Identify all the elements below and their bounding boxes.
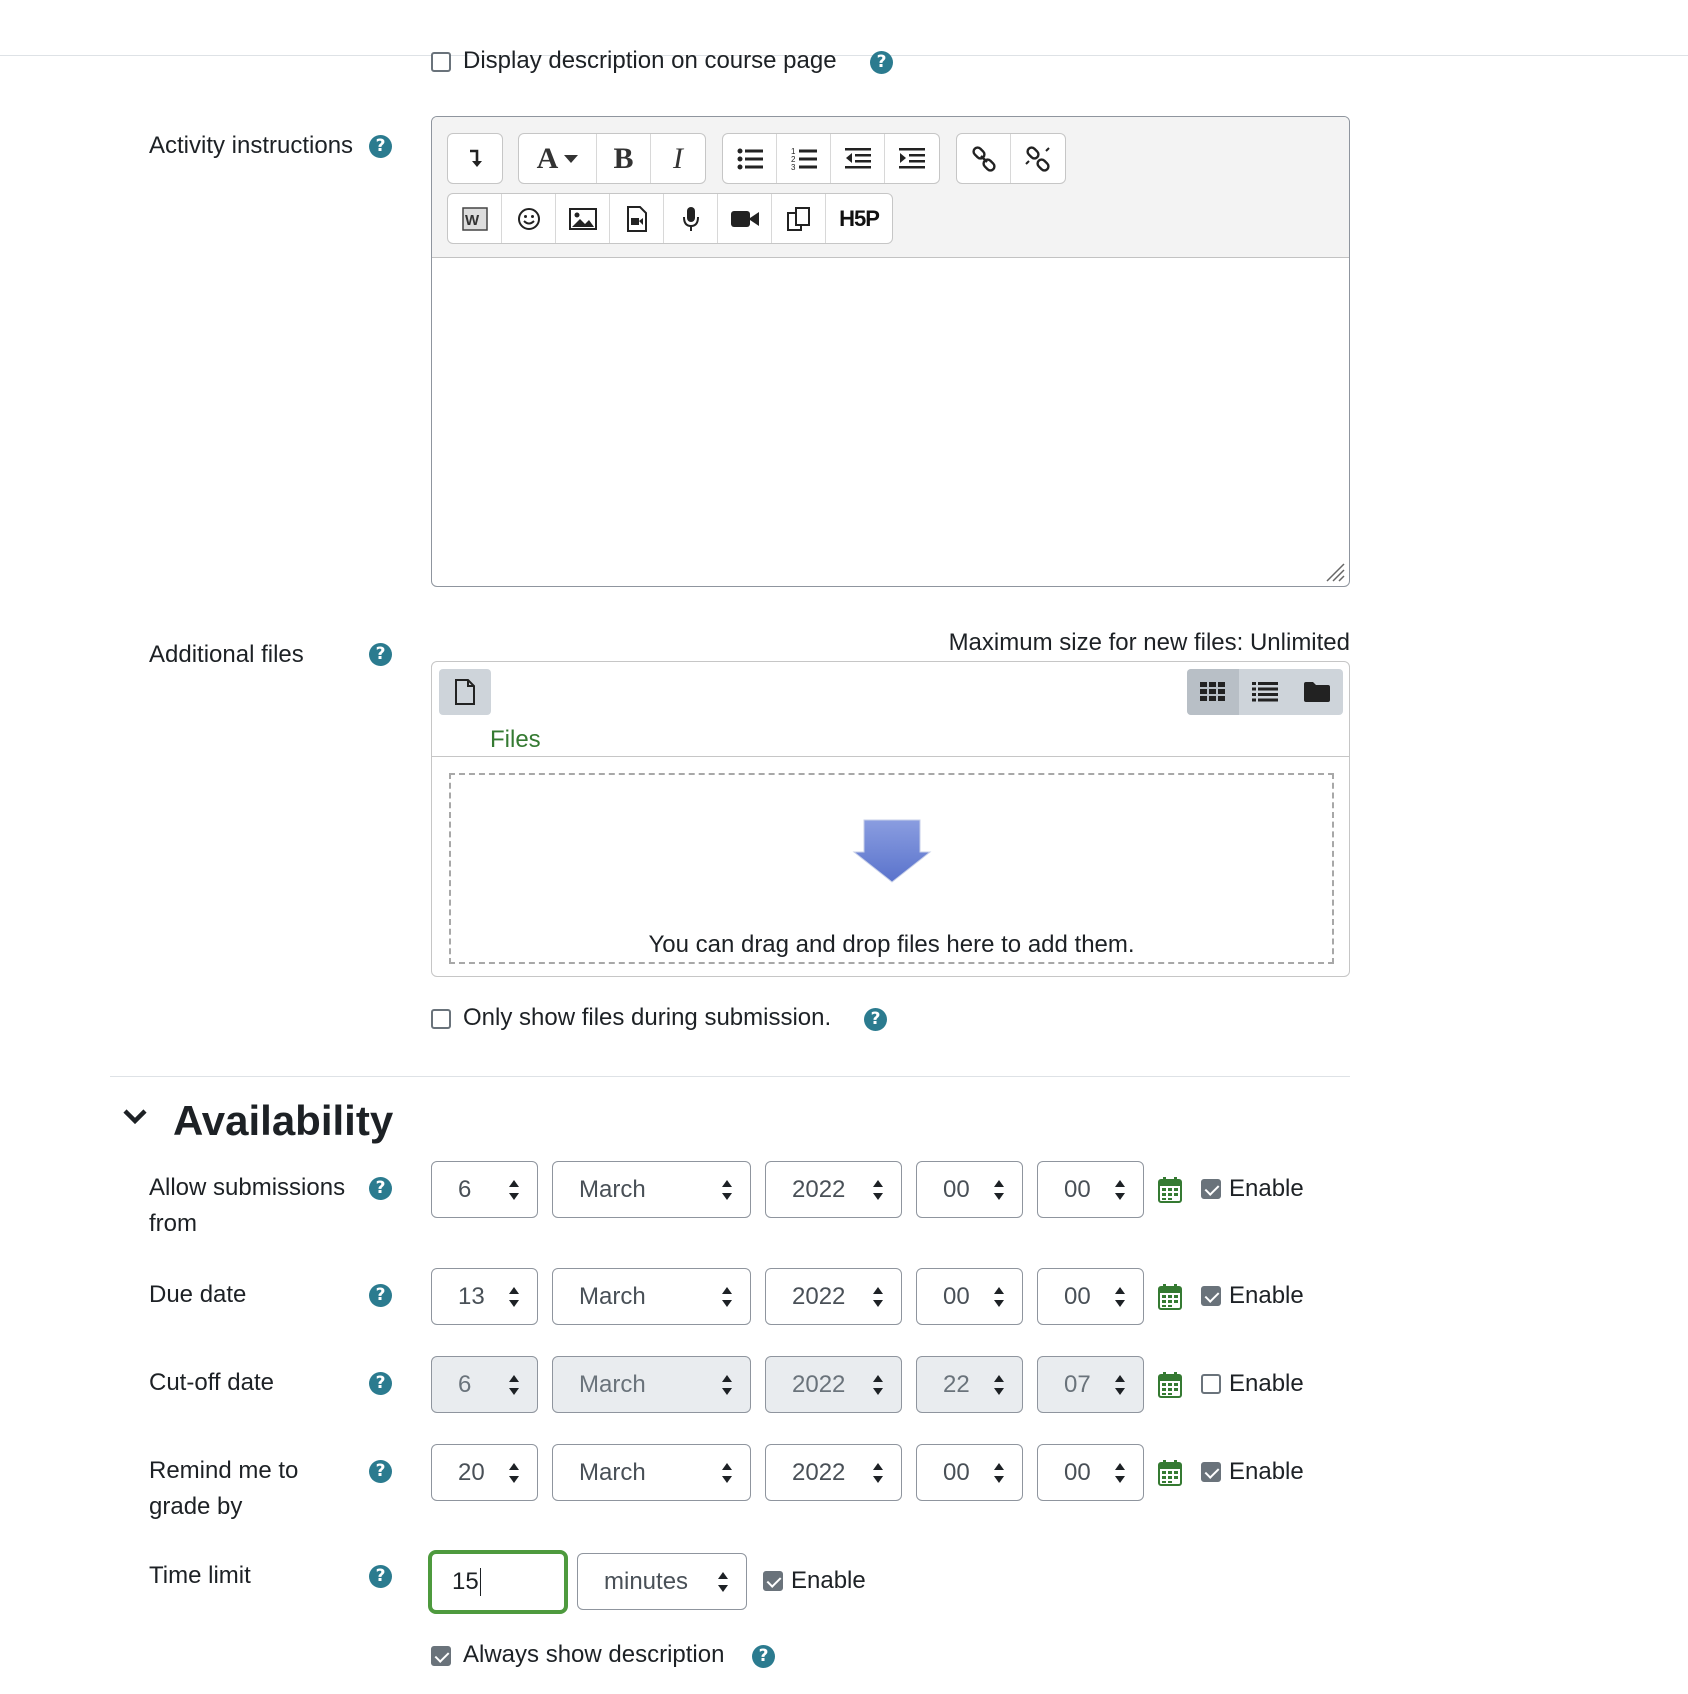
select-arrows-icon — [993, 1375, 1005, 1395]
help-icon[interactable]: ? — [369, 1177, 392, 1200]
indent-icon[interactable] — [885, 134, 939, 183]
calendar-icon[interactable] — [1158, 1372, 1182, 1398]
remind-me-to-grade-by-label: Remind me to grade by — [149, 1457, 299, 1520]
media-icon[interactable] — [610, 194, 664, 243]
select-arrows-icon — [717, 1572, 729, 1592]
italic-icon[interactable]: I — [673, 141, 683, 175]
due-date-year-select[interactable]: 2022 — [765, 1268, 902, 1325]
toolbar-group-links — [956, 133, 1066, 184]
allow-submissions-from-year-select[interactable]: 2022 — [765, 1161, 902, 1218]
select-arrows-icon — [508, 1180, 520, 1200]
text-cursor — [480, 1568, 481, 1596]
cut-off-date-enable-label: Enable — [1229, 1370, 1304, 1397]
grid-view-icon[interactable] — [1187, 669, 1239, 715]
drop-arrow-icon — [852, 818, 932, 884]
svg-text:3: 3 — [790, 162, 795, 171]
only-show-files-checkbox[interactable] — [431, 1009, 451, 1029]
cut-off-date-month-select[interactable]: March — [552, 1356, 751, 1413]
cut-off-date-hour-select[interactable]: 22 — [916, 1356, 1023, 1413]
ordered-list-icon[interactable] — [777, 134, 831, 183]
drop-zone[interactable] — [449, 773, 1334, 964]
editor-toolbar — [432, 117, 1349, 258]
view-switcher — [1187, 669, 1343, 715]
word-paste-icon[interactable] — [448, 194, 502, 243]
calendar-icon[interactable] — [1158, 1177, 1182, 1203]
help-icon[interactable]: ? — [369, 1284, 392, 1307]
help-icon[interactable]: ? — [870, 51, 893, 74]
h5p-icon[interactable]: H5P — [839, 205, 879, 231]
select-arrows-icon — [872, 1375, 884, 1395]
emoji-icon[interactable] — [502, 194, 556, 243]
remind-me-to-grade-by-hour-select[interactable]: 00 — [916, 1444, 1023, 1501]
select-arrows-icon — [721, 1287, 733, 1307]
display-description-checkbox[interactable] — [431, 52, 451, 72]
svg-text:2: 2 — [790, 154, 795, 164]
file-path-link[interactable]: Files — [490, 726, 541, 753]
allow-submissions-from-label: Allow submissions from — [149, 1174, 346, 1237]
remind-me-to-grade-by-enable-checkbox[interactable] — [1201, 1462, 1221, 1482]
due-date-month-select[interactable]: March — [552, 1268, 751, 1325]
cut-off-date-minute-select[interactable]: 07 — [1037, 1356, 1144, 1413]
availability-heading[interactable]: Availability — [173, 1097, 394, 1144]
toggle-toolbar-icon[interactable] — [448, 134, 502, 183]
resize-grip-icon[interactable] — [1323, 560, 1345, 582]
due-date-hour-select[interactable]: 00 — [916, 1268, 1023, 1325]
header-divider — [0, 55, 1688, 56]
select-arrows-icon — [993, 1287, 1005, 1307]
select-arrows-icon — [993, 1463, 1005, 1483]
help-icon[interactable]: ? — [369, 1565, 392, 1588]
file-manager — [431, 661, 1350, 977]
image-icon[interactable] — [556, 194, 610, 243]
link-icon[interactable] — [957, 134, 1011, 183]
font-style-icon[interactable]: A — [519, 134, 597, 183]
rich-text-editor — [431, 116, 1350, 587]
select-arrows-icon — [872, 1180, 884, 1200]
unordered-list-icon[interactable] — [723, 134, 777, 183]
editor-content-area[interactable] — [432, 258, 1349, 587]
toolbar-group-collapse — [447, 133, 503, 184]
always-show-description-checkbox[interactable] — [431, 1646, 451, 1666]
due-date-minute-select[interactable]: 00 — [1037, 1268, 1144, 1325]
remind-me-to-grade-by-year-select[interactable]: 2022 — [765, 1444, 902, 1501]
help-icon[interactable]: ? — [369, 1372, 392, 1395]
select-arrows-icon — [508, 1463, 520, 1483]
record-video-icon[interactable] — [718, 194, 772, 243]
file-manager-divider — [432, 756, 1349, 757]
svg-text:1: 1 — [790, 146, 795, 156]
help-icon[interactable]: ? — [369, 135, 392, 158]
outdent-icon[interactable] — [831, 134, 885, 183]
calendar-icon[interactable] — [1158, 1460, 1182, 1486]
allow-submissions-from-minute-select[interactable]: 00 — [1037, 1161, 1144, 1218]
max-file-size: Maximum size for new files: Unlimited — [948, 629, 1350, 656]
toolbar-group-lists — [722, 133, 940, 184]
cut-off-date-year-select[interactable]: 2022 — [765, 1356, 902, 1413]
help-icon[interactable]: ? — [369, 643, 392, 666]
cut-off-date-day-select[interactable]: 6 — [431, 1356, 538, 1413]
time-limit-label: Time limit — [149, 1562, 251, 1589]
select-arrows-icon — [508, 1287, 520, 1307]
select-arrows-icon — [1114, 1287, 1126, 1307]
time-limit-enable-checkbox[interactable] — [763, 1571, 783, 1591]
time-limit-unit-select[interactable]: minutes — [577, 1553, 747, 1610]
file-icon — [454, 679, 476, 705]
time-limit-input[interactable]: 15 — [428, 1550, 568, 1614]
only-show-files-label: Only show files during submission. — [463, 1004, 832, 1031]
remind-me-to-grade-by-minute-select[interactable]: 00 — [1037, 1444, 1144, 1501]
allow-submissions-from-hour-select[interactable]: 00 — [916, 1161, 1023, 1218]
select-arrows-icon — [1114, 1180, 1126, 1200]
remind-me-to-grade-by-enable-label: Enable — [1229, 1458, 1304, 1485]
always-show-description-label: Always show description — [463, 1641, 725, 1668]
calendar-icon[interactable] — [1158, 1284, 1182, 1310]
help-icon[interactable]: ? — [369, 1460, 392, 1483]
select-arrows-icon — [872, 1287, 884, 1307]
additional-files-label: Additional files — [149, 641, 304, 668]
drop-instructions: You can drag and drop files here to add them. — [648, 931, 1135, 958]
manage-files-icon[interactable] — [772, 194, 826, 243]
help-icon[interactable]: ? — [752, 1645, 775, 1668]
due-date-label: Due date — [149, 1281, 247, 1308]
allow-submissions-from-enable-label: Enable — [1229, 1175, 1304, 1202]
toolbar-group-insert — [447, 193, 893, 244]
select-arrows-icon — [872, 1463, 884, 1483]
svg-text:W: W — [464, 211, 479, 229]
record-audio-icon[interactable] — [664, 194, 718, 243]
remind-me-to-grade-by-month-select[interactable]: March — [552, 1444, 751, 1501]
select-arrows-icon — [721, 1180, 733, 1200]
section-divider — [110, 1076, 1350, 1077]
unlink-icon[interactable] — [1011, 134, 1065, 183]
select-arrows-icon — [721, 1463, 733, 1483]
allow-submissions-from-month-select[interactable]: March — [552, 1161, 751, 1218]
cut-off-date-label: Cut-off date — [149, 1369, 274, 1396]
select-arrows-icon — [993, 1180, 1005, 1200]
display-description-label: Display description on course page — [463, 47, 837, 74]
chevron-down-icon[interactable] — [122, 1108, 148, 1126]
due-date-day-select[interactable]: 13 — [431, 1268, 538, 1325]
remind-me-to-grade-by-day-select[interactable]: 20 — [431, 1444, 538, 1501]
activity-instructions-label: Activity instructions — [149, 132, 354, 159]
select-arrows-icon — [508, 1375, 520, 1395]
allow-submissions-from-day-select[interactable]: 6 — [431, 1161, 538, 1218]
help-icon[interactable]: ? — [864, 1008, 887, 1031]
select-arrows-icon — [1114, 1463, 1126, 1483]
add-file-button[interactable] — [439, 669, 491, 715]
bold-icon[interactable]: B — [597, 134, 651, 183]
folder-view-icon[interactable] — [1291, 669, 1343, 715]
list-view-icon[interactable] — [1239, 669, 1291, 715]
toolbar-group-style — [518, 133, 706, 184]
allow-submissions-from-enable-checkbox[interactable] — [1201, 1179, 1221, 1199]
cut-off-date-enable-checkbox[interactable] — [1201, 1374, 1221, 1394]
select-arrows-icon — [1114, 1375, 1126, 1395]
select-arrows-icon — [721, 1375, 733, 1395]
due-date-enable-label: Enable — [1229, 1282, 1304, 1309]
due-date-enable-checkbox[interactable] — [1201, 1286, 1221, 1306]
time-limit-enable-label: Enable — [791, 1567, 866, 1594]
